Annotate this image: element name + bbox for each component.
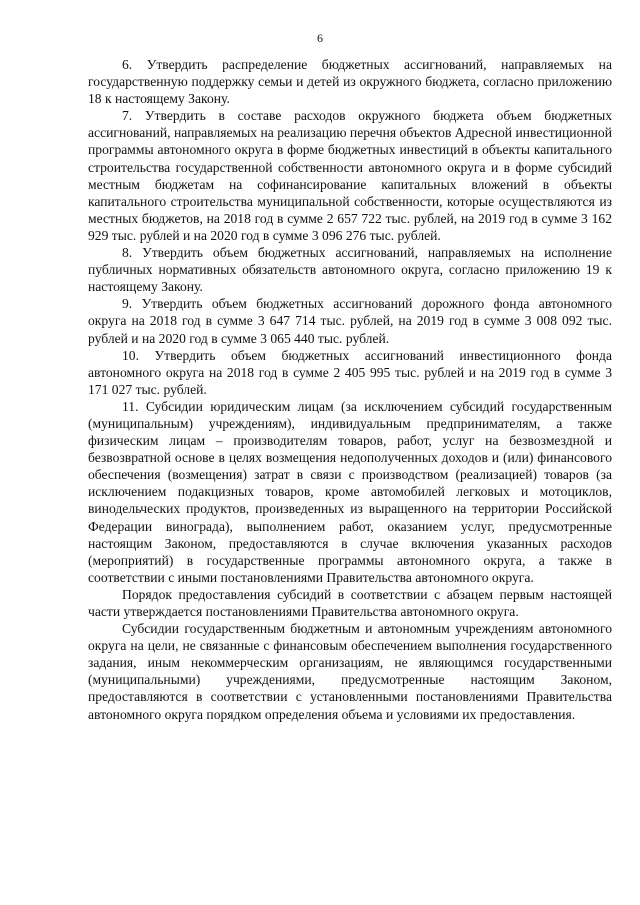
paragraph-10: 10. Утвердить объем бюджетных ассигнований инвестиционного фонда автономного округа на 2018 год в сумме 2 405 995 тыс. рублей и на 2019 год в сумме 3 171 027 тыс. рублей. — [88, 347, 612, 397]
paragraph-7: 7. Утвердить в составе расходов окружного бюджета объем бюджетных ассигнований, направляемых на реализацию перечня объектов Адресной инвестиционной программы автономного округа в форме бюджетных инвестиций в объекты капитального строительства государственной собственности автономного округа и в форме субсидий местным бюджетам на софинансирование капитальных вложений в объекты капитального строительства муниципальной собственности, которые осуществляются из местных бюджетов, на 2018 год в сумме 2 657 722 тыс. рублей, на 2019 год в сумме 3 162 929 тыс. рублей и на 2020 год в сумме 3 096 276 тыс. рублей. — [88, 108, 612, 243]
paragraph-8: 8. Утвердить объем бюджетных ассигнований, направляемых на исполнение публичных нормативных обязательств автономного округа, согласно приложению 19 к настоящему Закону. — [88, 245, 612, 295]
paragraph-subsidy-procedure: Порядок предоставления субсидий в соответствии с абзацем первым настоящей части утверждается постановлениями Правительства автономного округа. — [88, 586, 612, 619]
paragraph-9: 9. Утвердить объем бюджетных ассигнований дорожного фонда автономного округа на 2018 год в сумме 3 647 714 тыс. рублей, на 2019 год в сумме 3 008 092 тыс. рублей и на 2020 год в сумме 3 065 440 тыс. рублей. — [88, 296, 612, 346]
document-body — [88, 56, 612, 723]
page-number: 6 — [317, 31, 323, 45]
paragraph-institution-subsidies: Субсидии государственным бюджетным и автономным учреждениям автономного округа на цели, не связанные с финансовым обеспечением выполнения государственного задания, иным некоммерческим организациям, не являющимся государственными (муниципальными) учреждениями, предусмотренные настоящим Законом, предоставляются в соответствии с установленными постановлениями Правительства автономного округа порядком определения объема и условиями их предоставления. — [88, 621, 612, 722]
paragraph-6: 6. Утвердить распределение бюджетных ассигнований, направляемых на государственную поддержку семьи и детей из окружного бюджета, согласно приложению 18 к настоящему Закону. — [88, 57, 612, 107]
paragraph-11: 11. Субсидии юридическим лицам (за исключением субсидий государственным (муниципальным) учреждениям), индивидуальным предпринимателям, а также физическим лицам – производителям товаров, работ, услуг на безвозмездной и безвозвратной основе в целях возмещения недополученных доходов и (или) финансового обеспечения (возмещения) затрат в связи с производством (реализацией) товаров (за исключением подакцизных товаров, кроме автомобилей легковых и мотоциклов, винодельческих продуктов, произведенных из выращенного на территории Российской Федерации винограда), выполнением работ, оказанием услуг, предусмотренные настоящим Законом, предоставляются в случае включения указанных расходов (мероприятий) в государственные программы автономного округа, а также в соответствии с иными постановлениями Правительства автономного округа. — [88, 398, 612, 585]
